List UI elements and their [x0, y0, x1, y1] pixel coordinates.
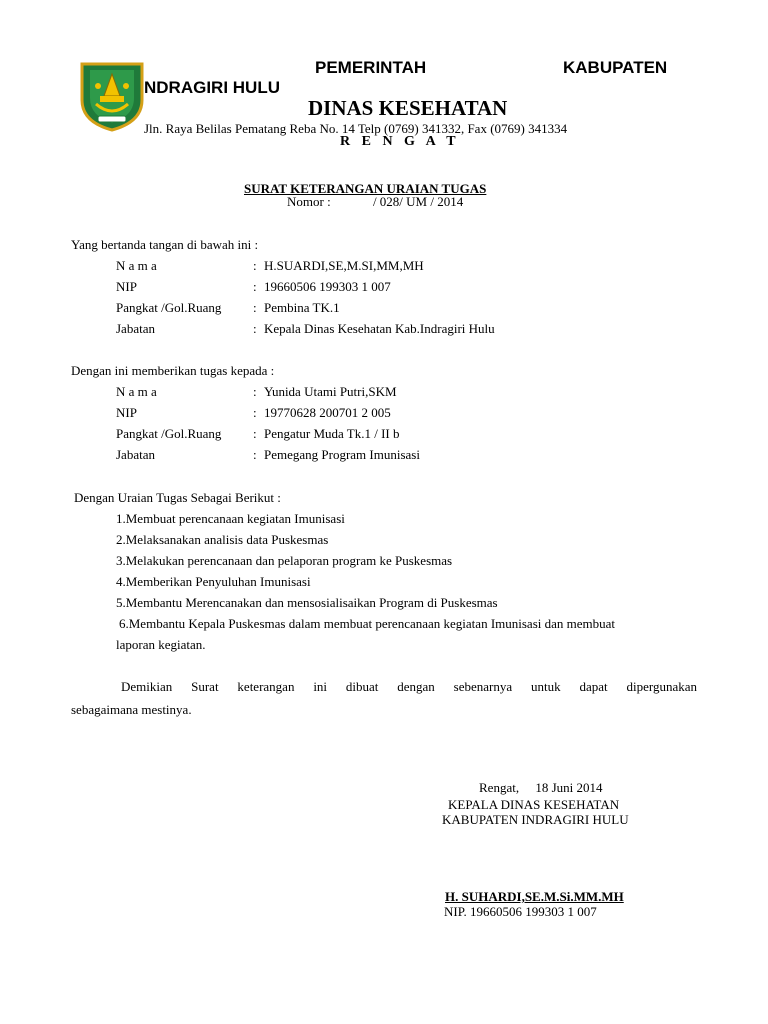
field-colon: :: [253, 426, 257, 441]
field-value: 19660506 199303 1 007: [264, 279, 391, 294]
field-value: Pembina TK.1: [264, 300, 340, 315]
field-label: NIP: [116, 279, 137, 294]
duty-item: 5.Membantu Merencanakan dan mensosialisaikan Program di Puskesmas: [116, 595, 498, 610]
header-address: Jln. Raya Belilas Pematang Reba No. 14 Telp (0769) 341332, Fax (0769) 341334: [144, 121, 568, 136]
emblem-icon: [78, 60, 146, 132]
field-label: Pangkat /Gol.Ruang: [116, 426, 222, 441]
field-label: NIP: [116, 405, 137, 420]
field-colon: :: [253, 300, 257, 315]
duty-item-continuation: laporan kegiatan.: [116, 637, 206, 652]
field-value: Pengatur Muda Tk.1 / II b: [264, 426, 400, 441]
field-label: Jabatan: [116, 447, 155, 462]
signer-position-line1: KEPALA DINAS KESEHATAN: [448, 797, 620, 812]
field-colon: :: [253, 321, 257, 336]
field-label: N a m a: [116, 384, 157, 399]
closing-statement-end: sebagaimana mestinya.: [71, 702, 192, 717]
field-colon: :: [253, 279, 257, 294]
header-government-left: PEMERINTAH: [315, 58, 427, 77]
signer-intro: Yang bertanda tangan di bawah ini :: [71, 237, 259, 252]
duty-item: 4.Memberikan Penyuluhan Imunisasi: [116, 574, 311, 589]
field-value: Yunida Utami Putri,SKM: [264, 384, 397, 399]
place-date: Rengat, 18 Juni 2014: [479, 780, 603, 795]
header-office: DINAS KESEHATAN: [308, 96, 508, 120]
field-colon: :: [253, 447, 257, 462]
signature-name: H. SUHARDI,SE.M.Si.MM.MH: [445, 889, 624, 904]
header-region: NDRAGIRI HULU: [144, 78, 280, 97]
field-value: Pemegang Program Imunisasi: [264, 447, 420, 462]
field-colon: :: [253, 405, 257, 420]
signature-nip: NIP. 19660506 199303 1 007: [444, 904, 597, 919]
duty-item: 1.Membuat perencanaan kegiatan Imunisasi: [116, 511, 345, 526]
duties-intro: Dengan Uraian Tugas Sebagai Berikut :: [74, 490, 281, 505]
duty-item: 2.Melaksanakan analisis data Puskesmas: [116, 532, 329, 547]
header-city: R E N G A T: [340, 134, 460, 149]
field-label: Pangkat /Gol.Ruang: [116, 300, 222, 315]
signer-position-line2: KABUPATEN INDRAGIRI HULU: [442, 812, 629, 827]
duty-item: 6.Membantu Kepala Puskesmas dalam membuat perencanaan kegiatan Imunisasi dan membuat: [119, 616, 616, 631]
document-title: SURAT KETERANGAN URAIAN TUGAS: [244, 181, 487, 196]
field-label: Jabatan: [116, 321, 155, 336]
field-value: H.SUARDI,SE,M.SI,MM,MH: [264, 258, 424, 273]
header-government-right: KABUPATEN: [563, 58, 668, 77]
field-value: Kepala Dinas Kesehatan Kab.Indragiri Hulu: [264, 321, 495, 336]
field-value: 19770628 200701 2 005: [264, 405, 391, 420]
field-label: N a m a: [116, 258, 157, 273]
duty-item: 3.Melakukan perencanaan dan pelaporan program ke Puskesmas: [116, 553, 453, 568]
field-colon: :: [253, 258, 257, 273]
document-number: Nomor : / 028/ UM / 2014: [287, 194, 464, 209]
field-colon: :: [253, 384, 257, 399]
closing-statement: Demikian Surat keterangan ini dibuat dengan sebenarnya untuk dapat dipergunakan: [121, 679, 697, 694]
assignee-intro: Dengan ini memberikan tugas kepada :: [71, 363, 275, 378]
